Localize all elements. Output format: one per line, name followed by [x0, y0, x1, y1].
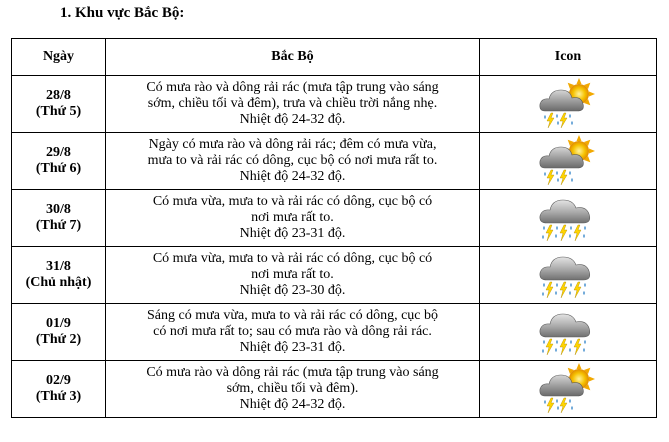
description-line: nơi mưa rất to. [251, 210, 334, 225]
weekday: (Thứ 3) [35, 389, 82, 404]
description-cell [106, 247, 480, 304]
cloud-heavy-thunderstorm-icon [537, 305, 599, 359]
description-cell [106, 190, 480, 247]
section-heading: 1. Khu vực Bắc Bộ: [60, 5, 185, 21]
description-line: Ngày có mưa rào và dông rải rác; đêm có mưa vừa, [148, 137, 437, 152]
icon-cell [480, 76, 657, 133]
date: 02/9 [46, 373, 71, 388]
description-line: Sáng có mưa vừa, mưa to và rải rác có dông, cục bộ [147, 308, 438, 323]
sun-cloud-thunderstorm-icon [537, 77, 599, 131]
weekday: (Thứ 7) [35, 218, 82, 233]
description-cell [106, 76, 480, 133]
description-line: nơi mưa rất to. [251, 267, 334, 282]
icon-cell [480, 247, 657, 304]
table-header-row [12, 39, 657, 76]
description-cell [106, 133, 480, 190]
cloud-heavy-thunderstorm-icon [537, 191, 599, 245]
table-row [12, 133, 657, 190]
date: 30/8 [46, 202, 71, 217]
date: 28/8 [46, 88, 71, 103]
temperature: Nhiệt độ 23-30 độ. [239, 283, 346, 298]
header-date: Ngày [12, 39, 106, 76]
icon-cell [480, 190, 657, 247]
table-row [12, 304, 657, 361]
table-row [12, 247, 657, 304]
weekday: (Thứ 2) [35, 332, 82, 347]
date-cell [12, 190, 106, 247]
date: 29/8 [46, 145, 71, 160]
date-cell [12, 361, 106, 418]
icon-cell [480, 361, 657, 418]
date-cell [12, 304, 106, 361]
temperature: Nhiệt độ 23-31 độ. [239, 340, 346, 355]
description-line: sớm, chiều tối và đêm). [226, 381, 359, 396]
date-cell [12, 76, 106, 133]
table-row [12, 76, 657, 133]
temperature: Nhiệt độ 23-31 độ. [239, 226, 346, 241]
temperature: Nhiệt độ 24-32 độ. [239, 169, 346, 184]
description-cell [106, 304, 480, 361]
weekday: (Thứ 5) [35, 104, 82, 119]
description-line: Có mưa vừa, mưa to và rải rác có dông, cục bộ có [152, 194, 433, 209]
date: 01/9 [46, 316, 71, 331]
description-line: Có mưa rào và dông rải rác (mưa tập trung vào sáng [146, 80, 439, 95]
description-line: Có mưa rào và dông rải rác (mưa tập trung vào sáng [146, 365, 439, 380]
description-line: sớm, chiều tối và đêm), trưa và chiều trời nắng nhẹ. [147, 96, 438, 111]
temperature: Nhiệt độ 24-32 độ. [239, 397, 346, 412]
header-region: Bắc Bộ [106, 39, 480, 76]
icon-cell [480, 304, 657, 361]
sun-cloud-thunderstorm-icon [537, 362, 599, 416]
description-cell [106, 361, 480, 418]
description-line: có nơi mưa rất to; sau có mưa rào và dông rải rác. [153, 324, 432, 339]
date-cell [12, 133, 106, 190]
weekday: (Chủ nhật) [25, 275, 92, 290]
date-cell [12, 247, 106, 304]
icon-cell [480, 133, 657, 190]
table-row [12, 361, 657, 418]
table-row [12, 190, 657, 247]
sun-cloud-thunderstorm-icon [537, 134, 599, 188]
header-icon: Icon [480, 39, 657, 76]
forecast-table [11, 38, 657, 418]
description-line: Có mưa vừa, mưa to và rải rác có dông, cục bộ có [152, 251, 433, 266]
date: 31/8 [46, 259, 71, 274]
temperature: Nhiệt độ 24-32 độ. [239, 112, 346, 127]
cloud-heavy-thunderstorm-icon [537, 248, 599, 302]
weekday: (Thứ 6) [35, 161, 82, 176]
description-line: mưa to và rải rác có dông, cục bộ có nơi mưa rất to. [147, 153, 438, 168]
